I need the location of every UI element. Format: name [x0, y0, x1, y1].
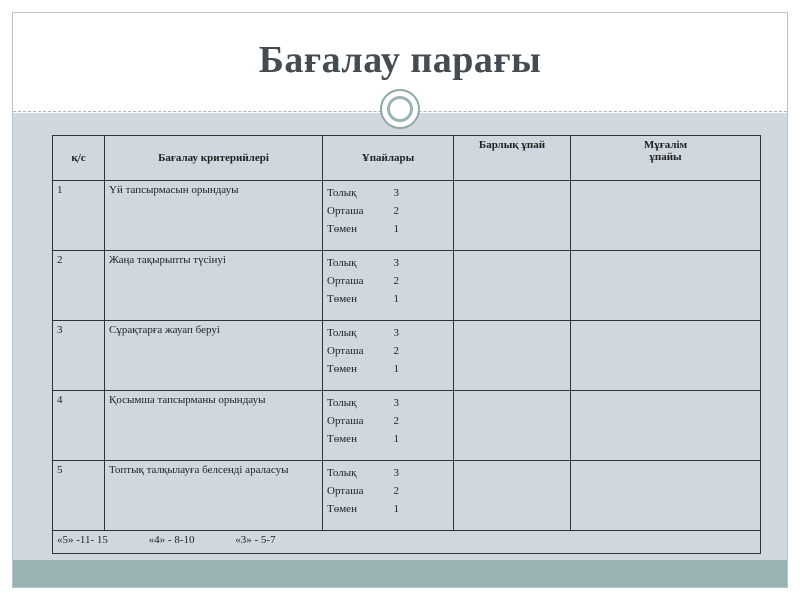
point-label: Төмен: [327, 363, 357, 375]
evaluation-table: [52, 135, 761, 554]
row-points: [323, 251, 454, 321]
row-points: [323, 461, 454, 531]
table-row: [53, 461, 761, 531]
point-option: [327, 430, 399, 448]
grade-3-range: «3» - 5-7: [235, 534, 276, 546]
point-value: 3: [393, 187, 399, 199]
row-total-score[interactable]: [454, 461, 571, 531]
header-num: қ/с: [53, 136, 105, 181]
row-teacher-score[interactable]: [571, 321, 761, 391]
row-criterion: Сұрақтарға жауап беруі: [105, 321, 323, 391]
row-criterion: Үй тапсырмасын орындауы: [105, 181, 323, 251]
row-points: [323, 321, 454, 391]
point-option: [327, 482, 399, 500]
grade-5-range: «5» -11- 15: [57, 534, 108, 546]
point-value: 2: [393, 275, 399, 287]
decorative-circle-icon: [380, 89, 420, 129]
point-option: [327, 184, 399, 202]
point-value: 1: [393, 503, 399, 515]
row-points: [323, 181, 454, 251]
point-option: [327, 272, 399, 290]
point-value: 1: [393, 223, 399, 235]
point-option: [327, 254, 399, 272]
point-option: [327, 464, 399, 482]
header-total: Барлық ұпай: [454, 136, 571, 181]
table-row: [53, 321, 761, 391]
point-value: 3: [393, 467, 399, 479]
row-total-score[interactable]: [454, 391, 571, 461]
point-label: Орташа: [327, 415, 364, 427]
row-teacher-score[interactable]: [571, 461, 761, 531]
point-option: [327, 202, 399, 220]
point-label: Төмен: [327, 223, 357, 235]
table-header-row: [53, 136, 761, 181]
row-criterion: Жаңа тақырыпты түсінуі: [105, 251, 323, 321]
point-option: [327, 290, 399, 308]
point-label: Орташа: [327, 205, 364, 217]
point-label: Толық: [327, 397, 357, 409]
point-value: 3: [393, 397, 399, 409]
point-value: 1: [393, 293, 399, 305]
table-row: [53, 181, 761, 251]
point-value: 1: [393, 363, 399, 375]
footer-bar: [13, 560, 787, 587]
table-row: [53, 391, 761, 461]
point-label: Толық: [327, 467, 357, 479]
grade-4-range: «4» - 8-10: [148, 534, 195, 546]
point-option: [327, 220, 399, 238]
point-value: 2: [393, 345, 399, 357]
point-value: 1: [393, 433, 399, 445]
page-title: Бағалау парағы: [258, 39, 542, 81]
point-label: Төмен: [327, 293, 357, 305]
row-total-score[interactable]: [454, 181, 571, 251]
point-label: Төмен: [327, 433, 357, 445]
row-number: 1: [53, 181, 105, 251]
row-criterion: Қосымша тапсырманы орындауы: [105, 391, 323, 461]
row-total-score[interactable]: [454, 321, 571, 391]
point-option: [327, 342, 399, 360]
row-teacher-score[interactable]: [571, 181, 761, 251]
point-option: [327, 412, 399, 430]
header-points: Ұпайлары: [323, 136, 454, 181]
point-label: Орташа: [327, 275, 364, 287]
point-label: Орташа: [327, 485, 364, 497]
row-points: [323, 391, 454, 461]
table-row: [53, 251, 761, 321]
point-label: Төмен: [327, 503, 357, 515]
header-teacher: [571, 136, 761, 181]
row-number: 2: [53, 251, 105, 321]
header-teacher-line2: ұпайы: [649, 151, 682, 163]
header-teacher-line1: Мұғалім: [643, 139, 688, 151]
point-value: 2: [393, 485, 399, 497]
point-option: [327, 324, 399, 342]
point-value: 2: [393, 415, 399, 427]
row-number: 3: [53, 321, 105, 391]
point-value: 2: [393, 205, 399, 217]
point-label: Толық: [327, 257, 357, 269]
point-option: [327, 394, 399, 412]
row-number: 5: [53, 461, 105, 531]
row-number: 4: [53, 391, 105, 461]
row-teacher-score[interactable]: [571, 251, 761, 321]
point-label: Орташа: [327, 345, 364, 357]
row-criterion: Топтық талқылауға белсенді араласуы: [105, 461, 323, 531]
row-teacher-score[interactable]: [571, 391, 761, 461]
point-value: 3: [393, 257, 399, 269]
grading-cell: [53, 531, 761, 554]
point-option: [327, 360, 399, 378]
point-option: [327, 500, 399, 518]
point-label: Толық: [327, 187, 357, 199]
header-criteria: Бағалау критерийлері: [105, 136, 323, 181]
point-value: 3: [393, 327, 399, 339]
grading-row: [53, 531, 761, 554]
row-total-score[interactable]: [454, 251, 571, 321]
point-label: Толық: [327, 327, 357, 339]
